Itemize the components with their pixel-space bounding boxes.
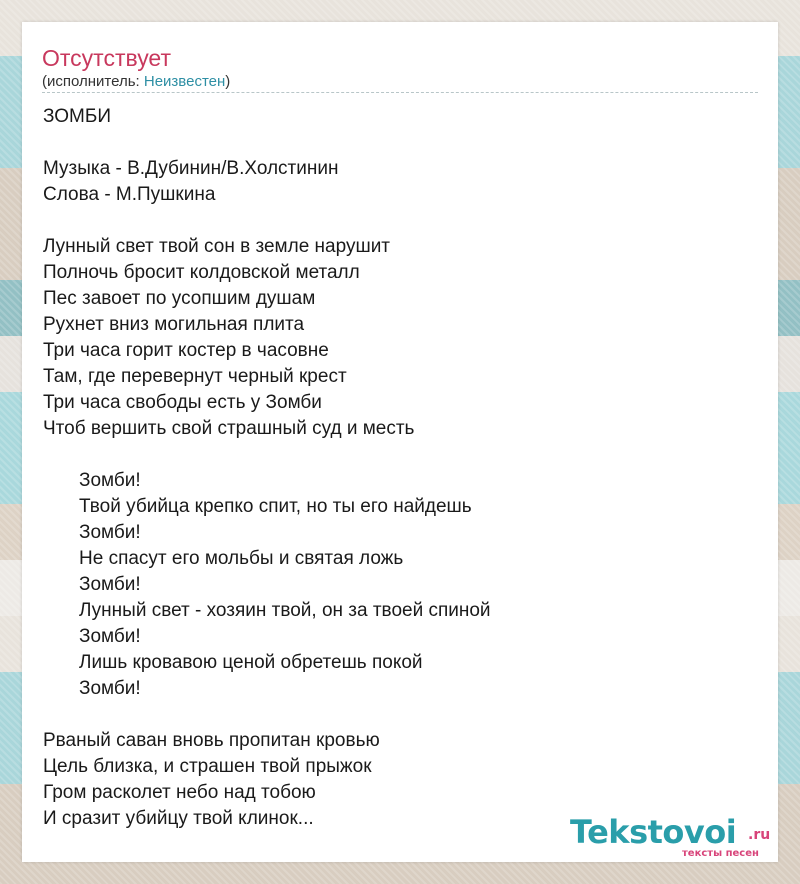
blank-line — [43, 208, 759, 234]
lyric-line: Рухнет вниз могильная плита — [43, 314, 305, 335]
lyric-line: ЗОМБИ — [43, 106, 111, 127]
song-title: Отсутствует — [42, 45, 171, 71]
lyric-line: Лунный свет твой сон в земле нарушит — [43, 236, 391, 257]
lyric-line: Зомби! — [79, 626, 141, 647]
lyric-line: Чтоб вершить свой страшный суд и месть — [43, 418, 415, 439]
blank-line — [43, 130, 759, 156]
artist-suffix: ) — [225, 73, 231, 90]
lyric-line: Три часа свободы есть у Зомби — [43, 392, 322, 413]
lyric-line: Гром расколет небо над тобою — [43, 782, 316, 803]
artist-line — [42, 73, 230, 91]
logo-domain: .ru — [748, 827, 771, 843]
lyric-line: Рваный саван вновь пропитан кровью — [43, 730, 380, 751]
lyric-line: Музыка - В.Дубинин/В.Холстинин — [43, 158, 339, 179]
lyric-line: Слова - М.Пушкина — [43, 184, 216, 205]
lyric-line: Лишь кровавою ценой обретешь покой — [79, 652, 423, 673]
lyric-line: Три часа горит костер в часовне — [43, 340, 329, 361]
lyric-line: Цель близка, и страшен твой прыжок — [43, 756, 372, 777]
artist-prefix: (исполнитель: — [42, 73, 144, 90]
lyric-line: Лунный свет - хозяин твой, он за твоей спиной — [79, 600, 491, 621]
header-divider — [42, 92, 758, 93]
lyric-line: Там, где перевернут черный крест — [43, 366, 347, 387]
lyric-line: Зомби! — [79, 678, 141, 699]
lyric-line: Зомби! — [79, 522, 141, 543]
lyrics-text — [43, 104, 759, 832]
logo-tagline: тексты песен — [682, 848, 759, 859]
blank-line — [43, 702, 759, 728]
lyric-line: Пес завоет по усопшим душам — [43, 288, 316, 309]
blank-line — [43, 442, 759, 468]
lyric-line: Твой убийца крепко спит, но ты его найдешь — [79, 496, 472, 517]
lyrics-card — [22, 22, 778, 862]
artist-link[interactable]: Неизвестен — [143, 73, 226, 90]
lyric-line: Зомби! — [79, 574, 141, 595]
site-logo[interactable] — [570, 814, 780, 862]
lyric-line: И сразит убийцу твой клинок... — [43, 808, 314, 829]
logo-wordmark: Tekstovoi — [570, 813, 737, 851]
lyric-line: Полночь бросит колдовской металл — [43, 262, 360, 283]
lyric-line: Зомби! — [79, 470, 141, 491]
lyric-line: Не спасут его мольбы и святая ложь — [79, 548, 404, 569]
